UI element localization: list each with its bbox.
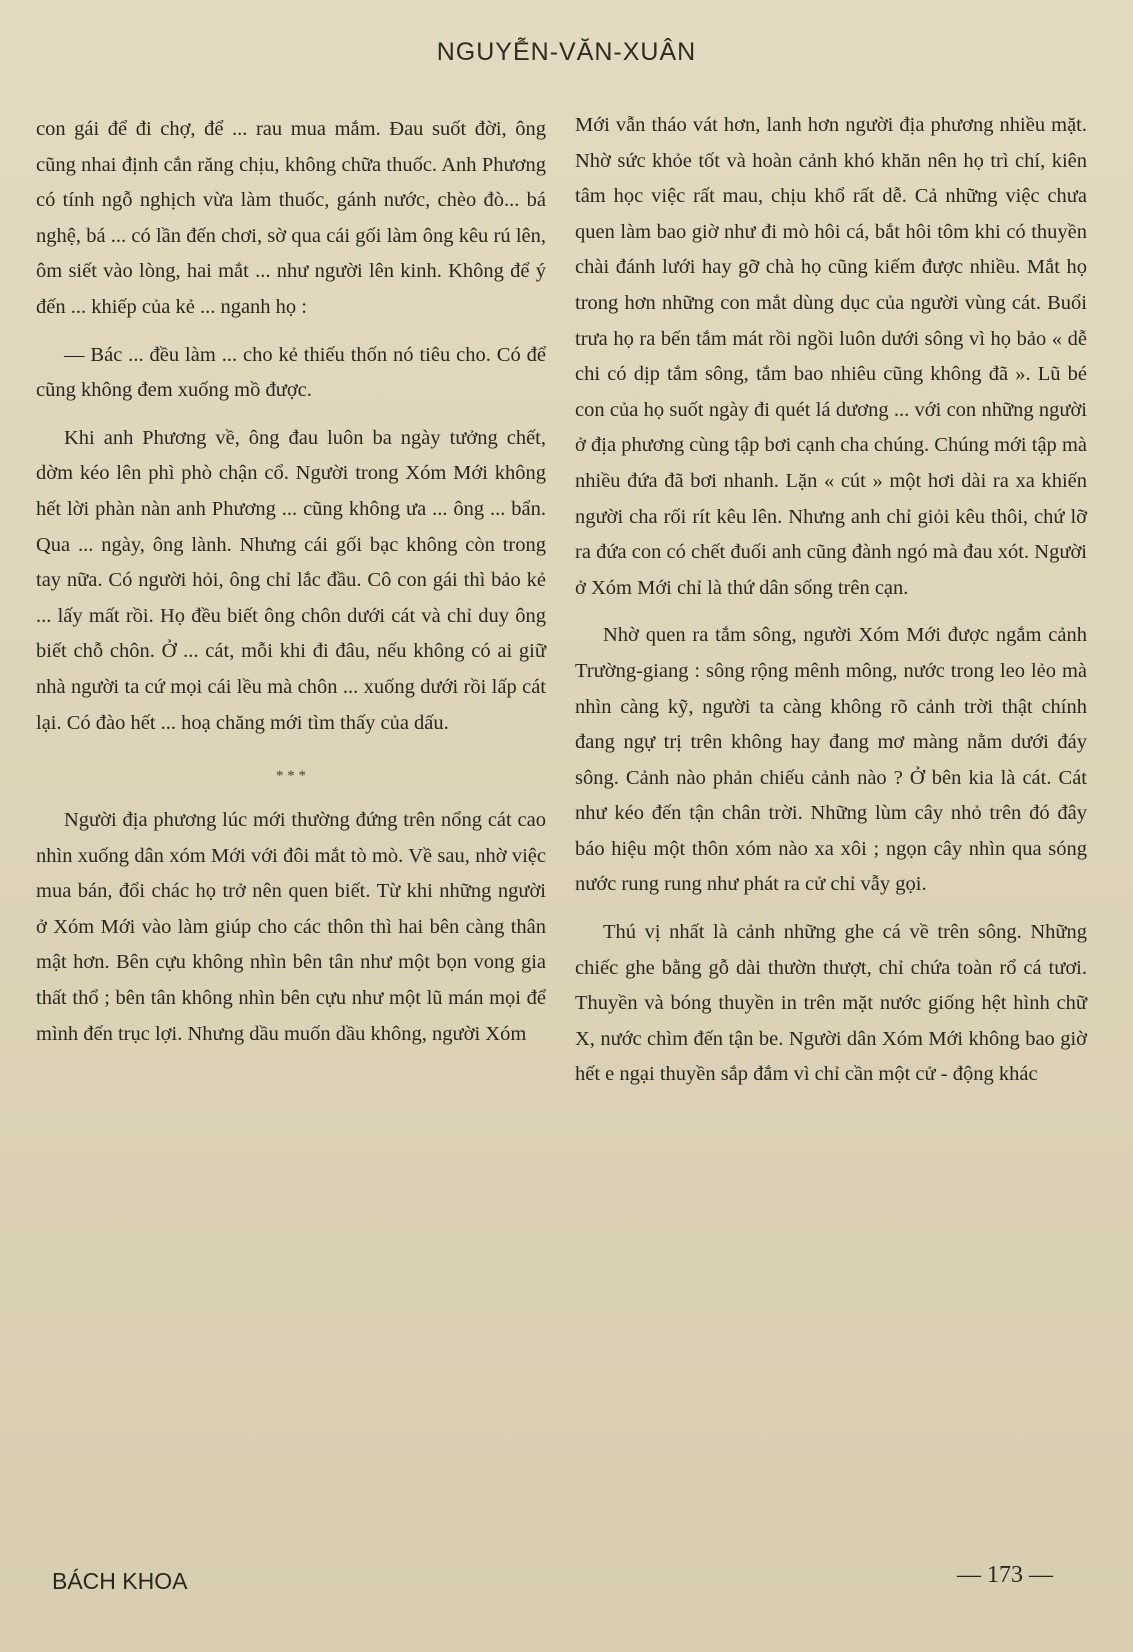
paragraph: Người địa phương lúc mới thường đứng trên nổng cát cao nhìn xuống dân xóm Mới với đôi mắt tò mò. Về sau, nhờ việc mua bán, đổi chác họ trở nên quen biết. Từ khi những người ở Xóm Mới vào làm giúp cho các thôn thì hai bên càng thân mật hơn. Bên cựu không nhìn bên tân như một bọn vong gia thất thổ ; bên tân không nhìn bên cựu như một lũ mán mọi để mình đến trục lợi. Nhưng dầu muốn dầu không, người Xóm xyxy=(36,809,546,1045)
footer-magazine-title: BÁCH KHOA xyxy=(52,1568,188,1594)
left-column xyxy=(36,112,546,1064)
page-header-author: NGUYỄN-VĂN-XUÂN xyxy=(436,38,697,66)
paragraph: — Bác ... đều làm ... cho kẻ thiếu thốn nó tiêu cho. Có để cũng không đem xuống mồ được. xyxy=(36,343,546,402)
right-column xyxy=(575,108,1087,1105)
paragraph: Mới vẫn tháo vát hơn, lanh hơn người địa phương nhiều mặt. Nhờ sức khỏe tốt và hoàn cảnh khó khăn nên họ trì chí, kiên tâm học việc rất mau, chịu khổ rất dễ. Cả những việc chưa quen làm bao giờ như đi mò hôi cá, bắt hôi tôm khi có thuyền chài đánh lưới hay gỡ chà họ cũng kiếm được nhiều. Mắt họ trong hơn những con mắt dùng dục của người vùng cát. Buổi trưa họ ra bến tắm mát rồi ngồi luôn dưới sông vì họ bảo « dễ chi có dịp tắm sông, tắm bao nhiêu cũng không đã ». Lũ bé con của họ suốt ngày đi quét lá dương ... với con những người ở địa phương cùng tập bơi cạnh cha chúng. Chúng mới tập mà nhiều đứa đã bơi nhanh. Lặn « cút » một hơi dài ra xa khiến người cha rối rít kêu lên. Nhưng anh chỉ giỏi kêu thôi, chứ lỡ ra đứa con có chết đuối anh cũng đành ngó mà đau xót. Người ở Xóm Mới chỉ là thứ dân sống trên cạn. xyxy=(575,114,1087,599)
paragraph: con gái để đi chợ, để ... rau mua mắm. Đau suốt đời, ông cũng nhai định cắn răng chịu, không chữa thuốc. Anh Phương có tính ngỗ nghịch vừa làm thuốc, gánh nước, chèo đò... bá nghệ, bá ... có lần đến chơi, sờ qua cái gối làm ông kêu rú lên, ôm siết vào lòng, hai mắt ... như người lên kinh. Không để ý đến ... khiếp của kẻ ... nganh họ : xyxy=(36,118,546,318)
footer-page-number: — 173 — xyxy=(957,1562,1053,1588)
paragraph: Khi anh Phương về, ông đau luôn ba ngày tưởng chết, dờm kéo lên phì phò chận cổ. Người trong Xóm Mới không hết lời phàn nàn anh Phương ... cũng không ưa ... ông ... bẩn. Qua ... ngày, ông lành. Nhưng cái gối bạc không còn trong tay nữa. Có người hỏi, ông chỉ lắc đầu. Cô con gái thì bảo kẻ ... lấy mất rồi. Họ đều biết ông chôn dưới cát và chỉ duy ông biết chỗ chôn. Ở ... cát, mỗi khi đi đâu, nếu không có ai giữ nhà người ta cứ mọi cái lều mà chôn ... xuống dưới rồi lấp cát lại. Có đào hết ... hoạ chăng mới tìm thấy của dấu. xyxy=(36,426,546,734)
section-separator: * * * xyxy=(276,768,306,785)
paragraph: Nhờ quen ra tắm sông, người Xóm Mới được ngắm cảnh Trường-giang : sông rộng mênh mông, nước trong leo lẻo mà nhìn càng kỹ, người ta càng không rõ cảnh trời thật chính đang ngự trị trên không hay đang mơ màng nằm dưới đáy sông. Cảnh nào phản chiếu cảnh nào ? Ở bên kia là cát. Cát như kéo đến tận chân trời. Những lùm cây nhỏ trên đó đây báo hiệu một thôn xóm nào xa xôi ; ngọn cây nhìn qua sóng nước rung rung như phát ra cử chỉ vẫy gọi. xyxy=(575,624,1087,896)
paragraph: Thú vị nhất là cảnh những ghe cá về trên sông. Những chiếc ghe bằng gỗ dài thườn thượt, chỉ chứa toàn rổ cá tươi. Thuyền và bóng thuyền in trên mặt nước giống hệt hình chữ X, nước chìm đến tận be. Người dân Xóm Mới không bao giờ hết e ngại thuyền sắp đắm vì chỉ cần một cử - động khác xyxy=(575,921,1087,1086)
